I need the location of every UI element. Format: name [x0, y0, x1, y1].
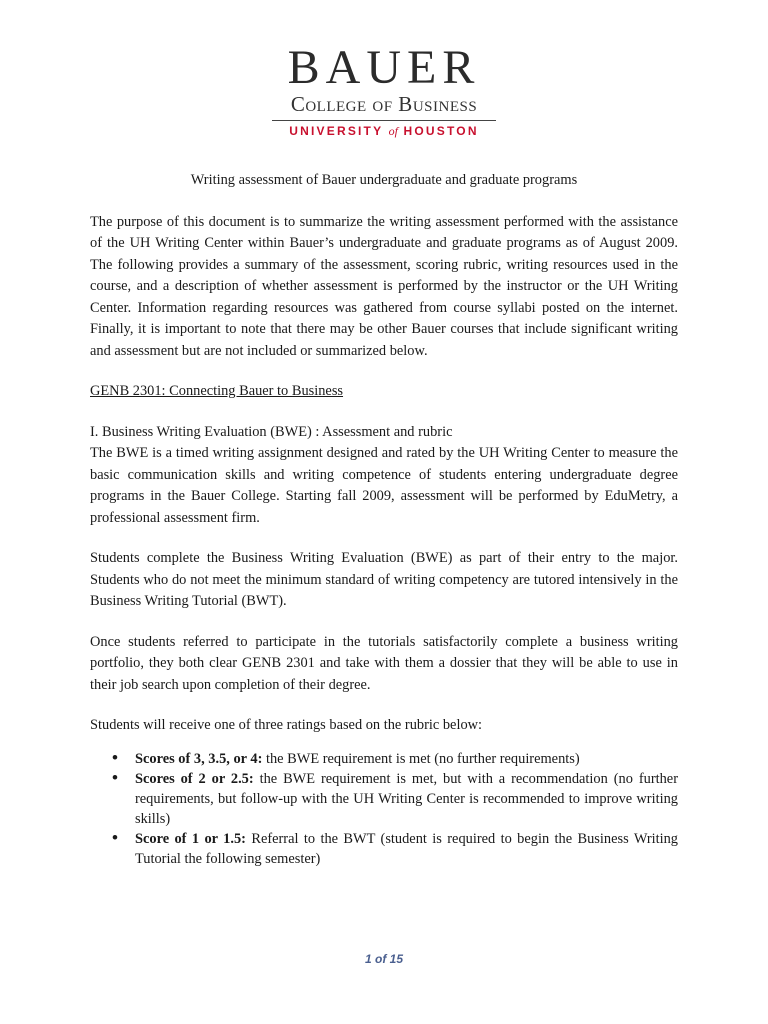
logo-houston-word: HOUSTON — [403, 124, 479, 138]
intro-paragraph: The purpose of this document is to summarize the writing assessment performed with the assistance of the UH Writing Center within Bauer’s undergraduate and graduate programs as of August 2009. The following provides a summary of the assessment, scoring rubric, writing resources used in the course, and a description of whether assessment is performed by the instructor or the UH Writing Center. Information regarding resources was gathered from course syllabi posted on the internet. Finally, it is important to note that there may be other Bauer courses that include significant writing and assessment but are not included or summarized below. — [90, 213, 678, 359]
document-title: Writing assessment of Bauer undergraduate and graduate programs — [190, 172, 578, 188]
students-paragraph: Students complete the Business Writing Evaluation (BWE) as part of their entry to the major. Students who do not meet the minimum standard of writing competency are tutored intensively in the Business Writing Tutorial (BWT). — [90, 550, 678, 609]
logo-college-text: College of Business — [290, 92, 478, 116]
rating-label: Scores of 3, 3.5, or 4: — [135, 750, 263, 767]
bwe-paragraph: The BWE is a timed writing assignment designed and rated by the UH Writing Center to measure the basic communication skills and writing competence of students entering undergraduate degree programs in the Bauer College. Starting fall 2009, assessment will be performed by EduMetry, a professional assessment firm. — [90, 445, 678, 526]
section-heading: I. Business Writing Evaluation (BWE) : Assessment and rubric — [90, 423, 453, 440]
course-heading: GENB 2301: Connecting Bauer to Business — [90, 383, 344, 399]
rating-text: Referral to the BWT (student is required to begin the Business Writing Tutorial the following semester) — [135, 830, 678, 867]
logo-divider — [272, 120, 496, 121]
bullet-icon: • — [112, 827, 118, 847]
bauer-logo — [272, 41, 496, 139]
logo-of-word: of — [388, 124, 398, 138]
rating-text: the BWE requirement is met, but with a recommendation (no further requirements, but follow-up with the UH Writing Center is recommended to improve writing skills) — [135, 770, 678, 827]
once-paragraph: Once students referred to participate in the tutorials satisfactorily complete a business writing portfolio, they both clear GENB 2301 and take with them a dossier that they will be able to use in their job search upon completion of their degree. — [90, 633, 678, 693]
bullet-icon: • — [112, 747, 118, 767]
logo-university-word: UNIVERSITY — [289, 124, 384, 138]
rating-label: Score of 1 or 1.5: — [135, 830, 246, 847]
logo-bauer-text: BAUER — [287, 41, 481, 94]
list-item — [112, 767, 678, 829]
list-item — [112, 747, 678, 769]
document-body — [90, 170, 678, 869]
ratings-intro: Students will receive one of three ratings based on the rubric below: — [90, 717, 483, 733]
logo-university-text — [272, 124, 496, 139]
page-number: 1 of 15 — [364, 952, 403, 966]
rating-text: the BWE requirement is met (no further requirements) — [262, 750, 580, 767]
bullet-icon: • — [112, 767, 118, 787]
rating-label: Scores of 2 or 2.5: — [135, 770, 254, 787]
ratings-list — [90, 749, 678, 869]
list-item — [112, 827, 678, 869]
